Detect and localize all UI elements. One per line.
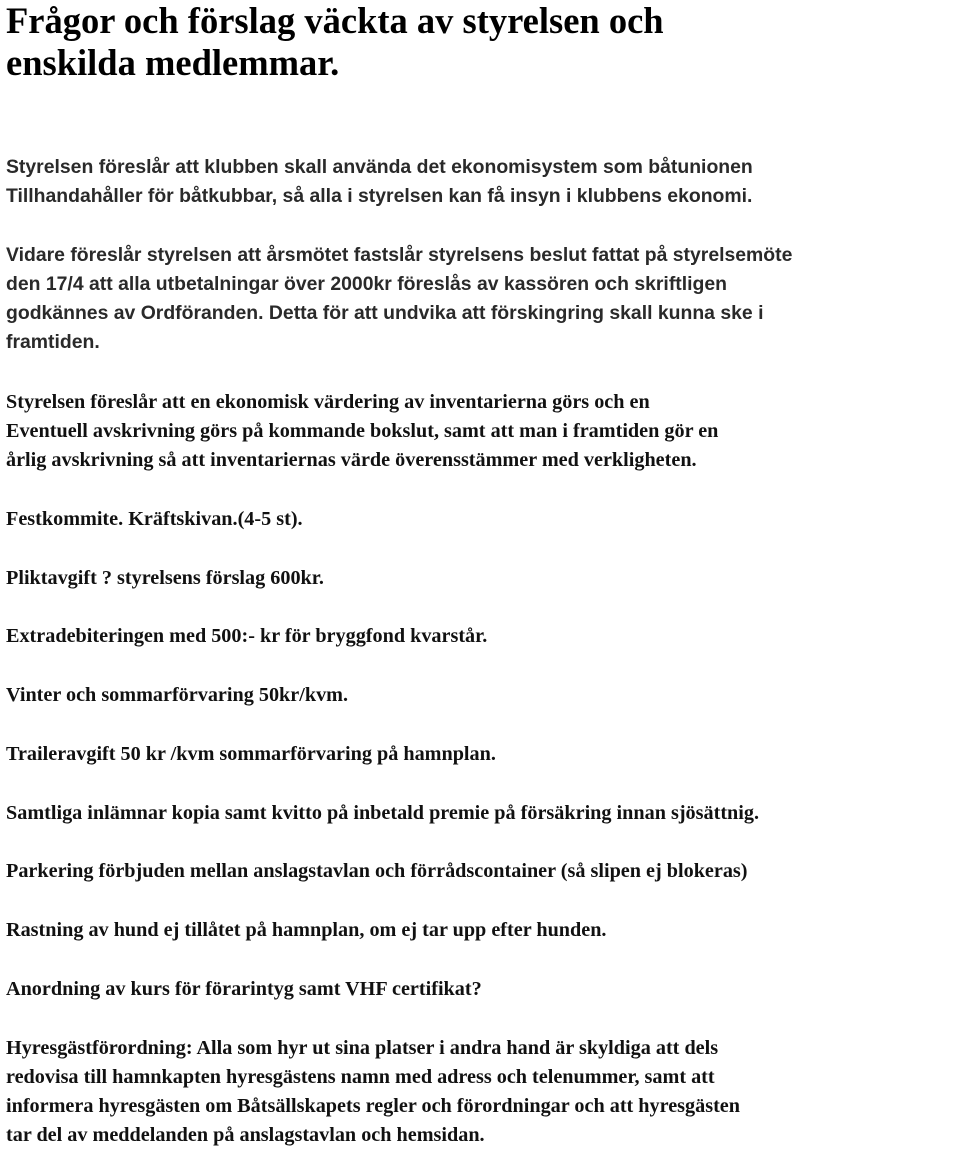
title-line: Frågor och förslag väckta av styrelsen och xyxy=(6,0,664,41)
paragraph-payment-approval: Vidare föreslår styrelsen att årsmötet fastslår styrelsens beslut fattat på styrelsemöte den 17/4 att alla utbetalningar över 2000kr föreslås av kassören och skriftligen godkännes av Ordföranden. Detta för att undvika att förskingring skall kunna ske i framtiden. xyxy=(6,244,793,353)
paragraph-rastning: Rastning av hund ej tillåtet på hamnplan, om ej tar upp efter hunden. xyxy=(6,919,607,941)
paragraph-inventory-valuation: Styrelsen föreslår att en ekonomisk värdering av inventarierna görs och en Eventuell avskrivning görs på kommande bokslut, samt att man i framtiden gör en årlig avskrivning så att inventariernas värde överensstämmer med verkligheten. xyxy=(6,391,719,471)
paragraph-vinterforvaring: Vinter och sommarförvaring 50kr/kvm. xyxy=(6,684,349,706)
paragraph-extradebitering: Extradebiteringen med 500:- kr för bryggfond kvarstår. xyxy=(6,625,488,647)
paragraph-hyresgastforordning: Hyresgästförordning: Alla som hyr ut sina platser i andra hand är skyldiga att dels redovisa till hamnkapten hyresgästens namn med adress och telenummer, samt att informera hyresgästen om Båtsällskapets regler och förordningar och att hyresgästen tar del av meddelanden på anslagstavlan och hemsidan. xyxy=(6,1037,740,1146)
paragraph-traileravgift: Traileravgift 50 kr /kvm sommarförvaring på hamnplan. xyxy=(6,743,496,765)
paragraph-economy-system: Styrelsen föreslår att klubben skall använda det ekonomisystem som båtunionen Tillhandahåller för båtkubbar, så alla i styrelsen kan få insyn i klubbens ekonomi. xyxy=(6,156,753,207)
paragraph-forarintyg: Anordning av kurs för förarintyg samt VHF certifikat? xyxy=(6,978,482,1000)
paragraph-parkering: Parkering förbjuden mellan anslagstavlan och förrådscontainer (så slipen ej blokeras) xyxy=(6,860,748,882)
paragraph-forsakring: Samtliga inlämnar kopia samt kvitto på inbetald premie på försäkring innan sjösättnig. xyxy=(6,802,760,824)
paragraph-festkommite: Festkommite. Kräftskivan.(4-5 st). xyxy=(6,508,303,530)
title-line: enskilda medlemmar. xyxy=(6,42,340,83)
paragraph-pliktavgift: Pliktavgift ? styrelsens förslag 600kr. xyxy=(6,567,324,589)
document-title xyxy=(6,0,906,84)
